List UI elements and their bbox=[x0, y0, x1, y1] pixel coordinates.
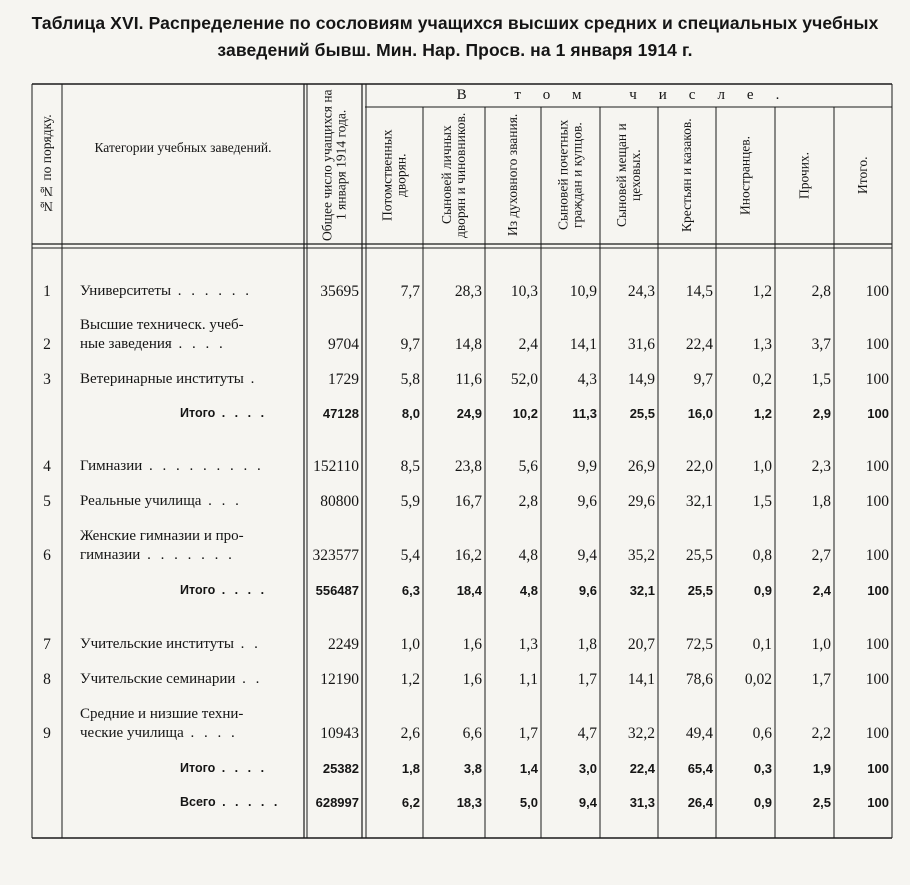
table-row bbox=[0, 493, 910, 523]
row-value-personal-nobles: 6,6 bbox=[462, 725, 482, 742]
row-value-peasants: 25,5 bbox=[685, 547, 713, 564]
row-value-hereditary-nobles: 6,3 bbox=[401, 583, 420, 598]
row-value-peasants: 25,5 bbox=[687, 583, 713, 598]
table-row bbox=[0, 671, 910, 701]
table-title bbox=[0, 10, 910, 64]
header-col-label: Прочих. bbox=[796, 151, 812, 199]
row-value-peasants: 22,4 bbox=[685, 336, 713, 353]
row-value-hereditary-nobles: 5,4 bbox=[400, 547, 420, 564]
row-value-honorary-citizens: 11,3 bbox=[572, 406, 597, 421]
header-index-label: №№ по порядку. bbox=[39, 114, 54, 214]
header-col-label: Потомственных дворян. bbox=[379, 129, 409, 221]
row-value-hereditary-nobles: 1,8 bbox=[401, 761, 420, 776]
row-value-honorary-citizens: 3,0 bbox=[578, 761, 597, 776]
row-value-honorary-citizens: 9,4 bbox=[578, 795, 597, 810]
table-total-row bbox=[0, 794, 910, 824]
row-value-clergy: 5,0 bbox=[519, 795, 538, 810]
row-value-honorary-citizens: 14,1 bbox=[569, 336, 597, 353]
header-col-personal-nobles bbox=[425, 110, 483, 240]
row-value-clergy: 4,8 bbox=[518, 547, 538, 564]
row-value-clergy: 1,3 bbox=[518, 636, 538, 653]
row-value-personal-nobles: 23,8 bbox=[454, 458, 482, 475]
row-value-foreigners: 0,6 bbox=[752, 725, 772, 742]
row-value-hereditary-nobles: 2,6 bbox=[400, 725, 420, 742]
row-total-students: 628997 bbox=[315, 795, 359, 810]
row-total-students: 9704 bbox=[328, 336, 359, 353]
row-index: 5 bbox=[43, 493, 51, 510]
row-total-label: Всего . . . . . bbox=[180, 795, 281, 809]
row-value-foreigners: 0,9 bbox=[753, 583, 772, 598]
row-total-students: 12190 bbox=[320, 671, 359, 688]
table-row bbox=[0, 458, 910, 488]
header-col-label: Иностранцев. bbox=[737, 135, 753, 215]
row-category-line-1: Женские гимназии и про- bbox=[80, 528, 244, 544]
row-value-foreigners: 1,2 bbox=[752, 283, 772, 300]
row-value-townsfolk: 26,9 bbox=[627, 458, 655, 475]
row-value-total: 100 bbox=[865, 336, 889, 353]
row-value-peasants: 49,4 bbox=[685, 725, 713, 742]
row-value-peasants: 22,0 bbox=[685, 458, 713, 475]
header-index bbox=[34, 88, 60, 240]
row-value-foreigners: 0,02 bbox=[744, 671, 772, 688]
table-row bbox=[0, 283, 910, 313]
row-value-others: 1,8 bbox=[811, 493, 831, 510]
row-value-peasants: 26,4 bbox=[687, 795, 713, 810]
row-value-foreigners: 0,3 bbox=[753, 761, 772, 776]
row-value-personal-nobles: 24,9 bbox=[456, 406, 482, 421]
row-value-personal-nobles: 18,3 bbox=[456, 795, 482, 810]
header-col-label: Из духовного звания. bbox=[505, 113, 520, 237]
row-total-students: 556487 bbox=[315, 583, 359, 598]
row-value-townsfolk: 24,3 bbox=[627, 283, 655, 300]
row-value-honorary-citizens: 1,7 bbox=[577, 671, 597, 688]
row-value-total: 100 bbox=[867, 795, 889, 810]
row-value-townsfolk: 31,3 bbox=[629, 795, 655, 810]
row-value-clergy: 1,7 bbox=[518, 725, 538, 742]
title-line-2: заведений бывш. Мин. Нар. Просв. на 1 января 1914 г. bbox=[217, 40, 693, 60]
row-value-honorary-citizens: 9,6 bbox=[577, 493, 597, 510]
row-value-total: 100 bbox=[865, 283, 889, 300]
table-total-row bbox=[0, 582, 910, 612]
row-category-line-1: Средние и низшие техни- bbox=[80, 706, 244, 722]
row-value-personal-nobles: 1,6 bbox=[462, 671, 482, 688]
row-value-foreigners: 1,0 bbox=[752, 458, 772, 475]
row-value-honorary-citizens: 4,7 bbox=[577, 725, 597, 742]
row-value-clergy: 1,1 bbox=[518, 671, 538, 688]
row-value-others: 2,3 bbox=[811, 458, 831, 475]
row-value-others: 1,0 bbox=[811, 636, 831, 653]
row-value-hereditary-nobles: 8,0 bbox=[401, 406, 420, 421]
row-index: 8 bbox=[43, 671, 51, 688]
row-value-others: 1,7 bbox=[811, 671, 831, 688]
header-col-label: Сыновей мещан и цеховых. bbox=[614, 123, 643, 227]
row-value-honorary-citizens: 1,8 bbox=[577, 636, 597, 653]
row-value-total: 100 bbox=[867, 406, 889, 421]
row-value-total: 100 bbox=[865, 636, 889, 653]
row-value-total: 100 bbox=[867, 761, 889, 776]
row-value-honorary-citizens: 9,6 bbox=[578, 583, 597, 598]
row-value-hereditary-nobles: 5,8 bbox=[400, 371, 420, 388]
row-category-line-1: Высшие техническ. учеб- bbox=[80, 317, 244, 333]
row-value-clergy: 4,8 bbox=[519, 583, 538, 598]
row-value-personal-nobles: 1,6 bbox=[462, 636, 482, 653]
row-value-clergy: 2,4 bbox=[518, 336, 538, 353]
row-value-clergy: 5,6 bbox=[518, 458, 538, 475]
row-value-peasants: 78,6 bbox=[685, 671, 713, 688]
row-index: 6 bbox=[43, 547, 51, 564]
row-value-honorary-citizens: 9,4 bbox=[577, 547, 597, 564]
row-value-townsfolk: 32,1 bbox=[629, 583, 655, 598]
row-value-others: 2,8 bbox=[811, 283, 831, 300]
row-index: 9 bbox=[43, 725, 51, 742]
header-col-label: Сыновей личных дворян и чиновников. bbox=[439, 112, 468, 238]
row-category: Учительские институты . . bbox=[80, 636, 261, 652]
row-value-total: 100 bbox=[865, 671, 889, 688]
header-col-peasants bbox=[660, 110, 714, 240]
header-col-clergy bbox=[487, 110, 539, 240]
row-category-line-2: гимназии . . . . . . . bbox=[80, 547, 235, 563]
header-col-label: Итого. bbox=[855, 156, 870, 194]
row-category: Гимназии . . . . . . . . . bbox=[80, 458, 264, 474]
row-total-students: 1729 bbox=[328, 371, 359, 388]
row-value-personal-nobles: 11,6 bbox=[455, 371, 482, 388]
row-value-personal-nobles: 28,3 bbox=[454, 283, 482, 300]
row-value-foreigners: 0,1 bbox=[752, 636, 772, 653]
row-value-peasants: 9,7 bbox=[693, 371, 713, 388]
table-row bbox=[0, 706, 910, 755]
row-value-personal-nobles: 3,8 bbox=[463, 761, 482, 776]
row-value-total: 100 bbox=[865, 458, 889, 475]
row-total-students: 35695 bbox=[320, 283, 359, 300]
row-value-personal-nobles: 14,8 bbox=[454, 336, 482, 353]
header-col-foreigners bbox=[718, 110, 773, 240]
table-row bbox=[0, 317, 910, 366]
row-value-townsfolk: 14,1 bbox=[627, 671, 655, 688]
row-value-clergy: 10,3 bbox=[510, 283, 538, 300]
row-total-students: 323577 bbox=[312, 547, 359, 564]
row-value-honorary-citizens: 4,3 bbox=[577, 371, 597, 388]
row-index: 1 bbox=[43, 283, 51, 300]
row-value-clergy: 1,4 bbox=[519, 761, 538, 776]
row-value-foreigners: 1,2 bbox=[753, 406, 772, 421]
row-value-foreigners: 0,8 bbox=[752, 547, 772, 564]
header-col-honorary-citizens bbox=[543, 110, 598, 240]
row-total-students: 10943 bbox=[320, 725, 359, 742]
row-value-personal-nobles: 16,2 bbox=[454, 547, 482, 564]
row-total-students: 2249 bbox=[328, 636, 359, 653]
row-value-others: 3,7 bbox=[811, 336, 831, 353]
row-value-townsfolk: 31,6 bbox=[627, 336, 655, 353]
row-value-personal-nobles: 18,4 bbox=[456, 583, 482, 598]
table-row bbox=[0, 528, 910, 577]
row-value-clergy: 52,0 bbox=[510, 371, 538, 388]
row-index: 2 bbox=[43, 336, 51, 353]
row-value-townsfolk: 35,2 bbox=[627, 547, 655, 564]
row-value-honorary-citizens: 10,9 bbox=[569, 283, 597, 300]
row-value-clergy: 2,8 bbox=[518, 493, 538, 510]
row-total-students: 25382 bbox=[322, 761, 359, 776]
row-index: 7 bbox=[43, 636, 51, 653]
header-col-others bbox=[777, 110, 832, 240]
row-value-hereditary-nobles: 5,9 bbox=[400, 493, 420, 510]
row-category-line-2: ческие училища . . . . bbox=[80, 725, 238, 741]
row-value-peasants: 65,4 bbox=[687, 761, 713, 776]
row-value-hereditary-nobles: 1,2 bbox=[400, 671, 420, 688]
row-value-clergy: 10,2 bbox=[512, 406, 538, 421]
table-total-row bbox=[0, 760, 910, 790]
table-row bbox=[0, 636, 910, 666]
row-value-foreigners: 1,3 bbox=[752, 336, 772, 353]
header-group-label: В том числе. bbox=[456, 87, 802, 103]
row-total-students: 80800 bbox=[320, 493, 359, 510]
row-value-townsfolk: 32,2 bbox=[627, 725, 655, 742]
row-value-total: 100 bbox=[865, 493, 889, 510]
row-value-townsfolk: 25,5 bbox=[629, 406, 655, 421]
row-value-others: 1,5 bbox=[811, 371, 831, 388]
row-total-label: Итого . . . . bbox=[180, 406, 268, 420]
row-total-label: Итого . . . . bbox=[180, 761, 268, 775]
row-category: Университеты . . . . . . bbox=[80, 283, 253, 299]
row-value-peasants: 32,1 bbox=[685, 493, 713, 510]
table-total-row bbox=[0, 405, 910, 435]
row-value-foreigners: 0,9 bbox=[753, 795, 772, 810]
header-col-townsfolk bbox=[602, 110, 656, 240]
row-value-total: 100 bbox=[865, 547, 889, 564]
row-value-personal-nobles: 16,7 bbox=[454, 493, 482, 510]
row-value-peasants: 14,5 bbox=[685, 283, 713, 300]
row-value-hereditary-nobles: 8,5 bbox=[400, 458, 420, 475]
table-row bbox=[0, 371, 910, 401]
header-col-hereditary-nobles bbox=[368, 110, 421, 240]
row-value-hereditary-nobles: 9,7 bbox=[400, 336, 420, 353]
row-value-others: 2,7 bbox=[811, 547, 831, 564]
row-category: Реальные училища . . . bbox=[80, 493, 242, 509]
row-value-others: 2,2 bbox=[811, 725, 831, 742]
row-value-townsfolk: 22,4 bbox=[629, 761, 655, 776]
row-index: 4 bbox=[43, 458, 51, 475]
row-value-townsfolk: 29,6 bbox=[627, 493, 655, 510]
row-value-townsfolk: 20,7 bbox=[627, 636, 655, 653]
row-value-others: 2,5 bbox=[812, 795, 831, 810]
row-value-hereditary-nobles: 6,2 bbox=[401, 795, 420, 810]
row-category-line-2: ные заведения . . . . bbox=[80, 336, 226, 352]
header-total-students-label: Общее число учащихся на 1 января 1914 года. bbox=[319, 89, 349, 241]
row-total-students: 152110 bbox=[313, 458, 359, 475]
row-value-peasants: 16,0 bbox=[687, 406, 713, 421]
row-category: Учительские семинарии . . bbox=[80, 671, 263, 687]
row-total-label: Итого . . . . bbox=[180, 583, 268, 597]
row-value-total: 100 bbox=[867, 583, 889, 598]
row-value-hereditary-nobles: 7,7 bbox=[400, 283, 420, 300]
header-group bbox=[366, 88, 892, 103]
header-category-label: Категории учебных заведений. bbox=[94, 140, 272, 155]
header-category bbox=[70, 132, 296, 164]
row-value-total: 100 bbox=[865, 371, 889, 388]
header-col-label: Сыновей почетных граждан и купцов. bbox=[555, 119, 585, 231]
row-value-others: 2,4 bbox=[812, 583, 831, 598]
row-value-total: 100 bbox=[865, 725, 889, 742]
header-col-total bbox=[836, 110, 890, 240]
row-value-peasants: 72,5 bbox=[685, 636, 713, 653]
row-value-others: 1,9 bbox=[812, 761, 831, 776]
row-value-honorary-citizens: 9,9 bbox=[577, 458, 597, 475]
row-value-foreigners: 1,5 bbox=[752, 493, 772, 510]
header-col-label: Крестьян и казаков. bbox=[679, 118, 694, 232]
row-category: Ветеринарные институты . bbox=[80, 371, 258, 387]
row-value-hereditary-nobles: 1,0 bbox=[400, 636, 420, 653]
header-total-students bbox=[309, 88, 360, 242]
row-value-townsfolk: 14,9 bbox=[627, 371, 655, 388]
row-total-students: 47128 bbox=[322, 406, 359, 421]
row-value-foreigners: 0,2 bbox=[752, 371, 772, 388]
row-value-others: 2,9 bbox=[812, 406, 831, 421]
row-index: 3 bbox=[43, 371, 51, 388]
title-line-1: Таблица XVI. Распределение по сословиям учащихся высших средних и специальных учебных bbox=[31, 13, 879, 33]
